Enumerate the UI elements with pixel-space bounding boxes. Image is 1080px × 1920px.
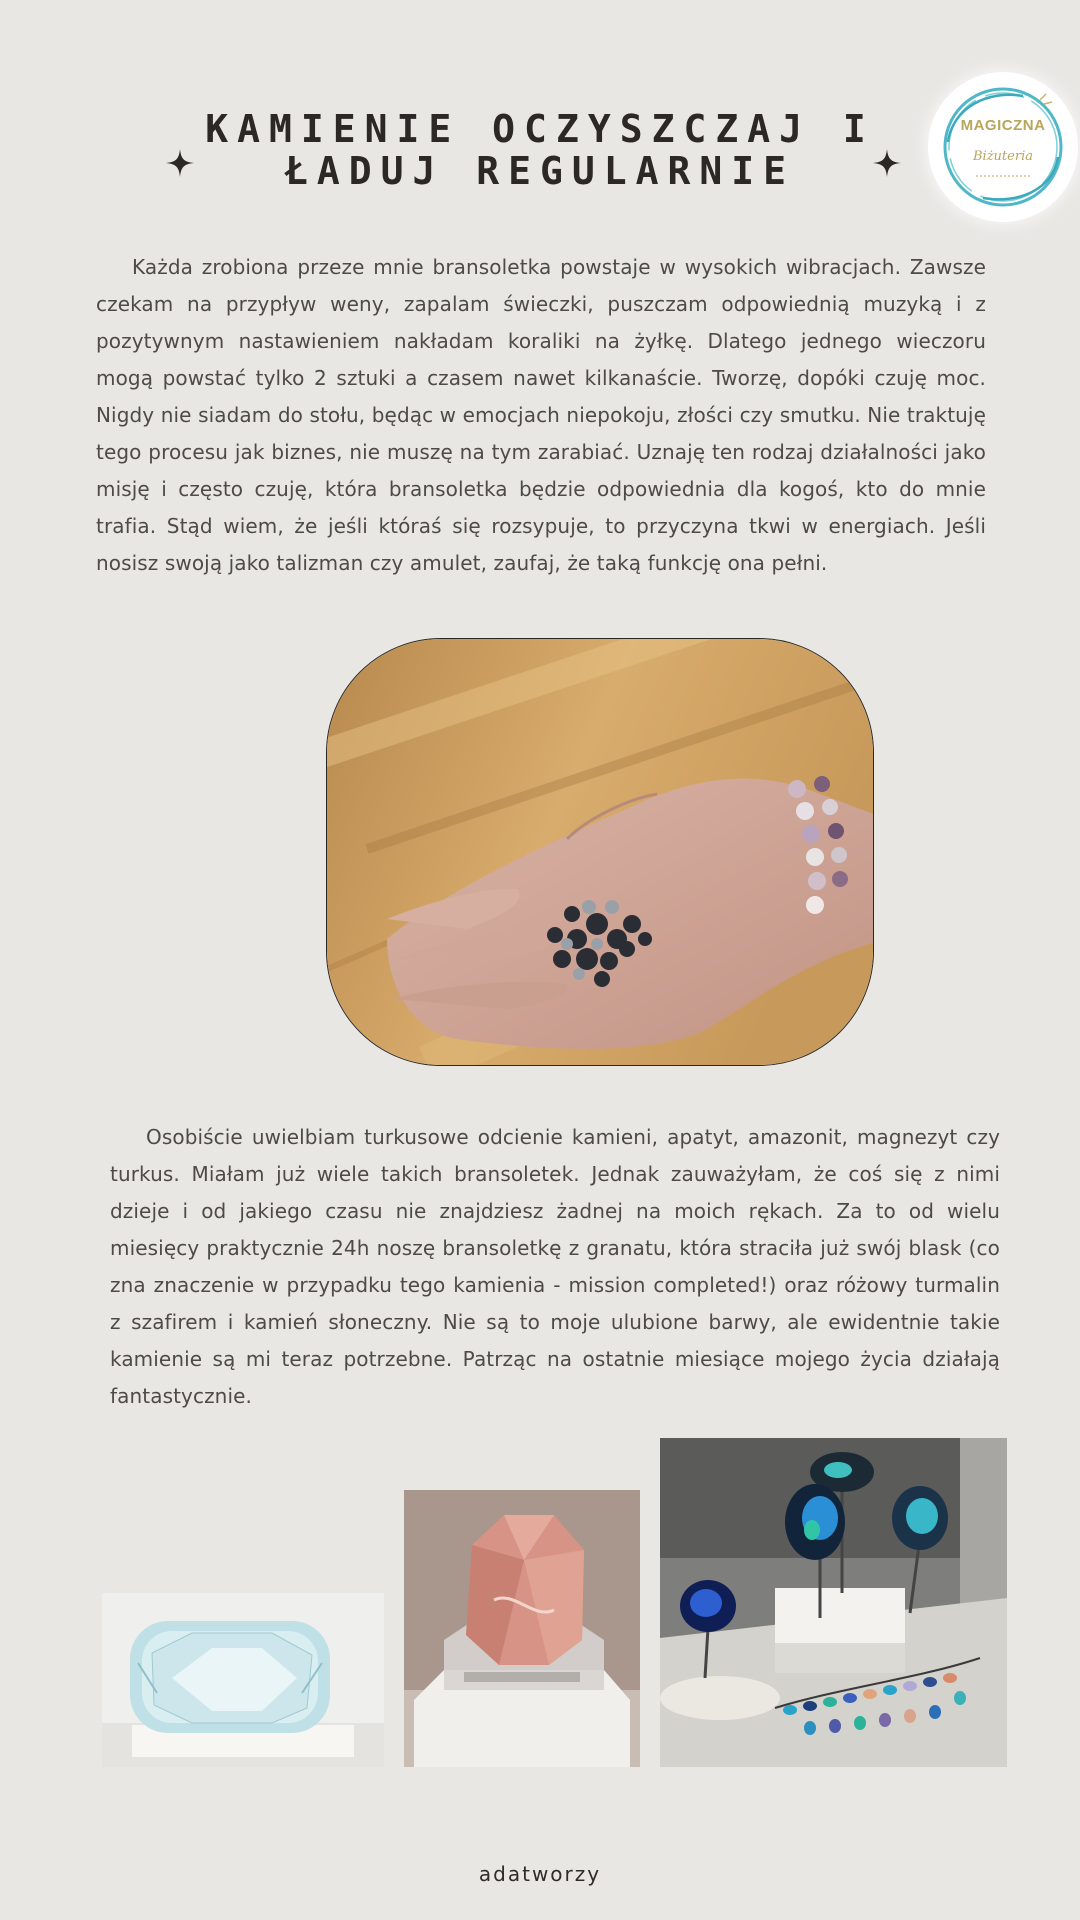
photo-opal-display — [660, 1438, 1007, 1767]
photo-pink-crystal — [404, 1490, 640, 1767]
page-title: KAMIENIE OCZYSZCZAJ I ŁADUJ REGULARNIE — [205, 107, 875, 193]
photo-hand-beads — [326, 638, 874, 1066]
sparkle-icon — [165, 148, 195, 178]
logo-text-primary: MAGICZNA — [960, 117, 1046, 134]
second-paragraph — [110, 1119, 1000, 1415]
logo-text-secondary: Biżuteria — [973, 149, 1033, 164]
footer-signature: adatworzy — [478, 1862, 602, 1886]
sparkle-icon — [872, 148, 902, 178]
photo-aquamarine-gem — [102, 1593, 384, 1767]
intro-paragraph — [96, 249, 986, 582]
paragraph-text: Każda zrobiona przeze mnie bransoletka powstaje w wysokich wibracjach. Zawsze czekam na przypływ weny, zapalam świeczki, puszczam odpowiednią muzyką i z pozytywnym nastawieniem nakładam koraliki na żyłkę. Dlatego jednego wieczoru mogą powstać tylko 2 sztuki a czasem nawet kilkanaście. Tworzę, dopóki czuję moc. Nigdy nie siadam do stołu, będąc w emocjach niepokoju, złości czy smutku. Nie traktuję tego procesu jak biznes, nie muszę na tym zarabiać. Uznaję ten rodzaj działalności jako misję i często czuję, która bransoletka będzie odpowiednia dla kogoś, kto do mnie trafia. Stąd wiem, że jeśli któraś się rozsypuje, to przyczyna tkwi w energiach. Jeśli nosisz swoją jako talizman czy amulet, zaufaj, że taką funkcję ona pełni. — [96, 255, 986, 575]
brand-logo — [928, 72, 1078, 222]
paragraph-text: Osobiście uwielbiam turkusowe odcienie kamieni, apatyt, amazonit, magnezyt czy turkus. Miałam już wiele takich bransoletek. Jednak zauważyłam, że coś się z nimi dzieje i od jakiego czasu nie znajdziesz żadnej na moich rękach. Za to od wielu miesięcy praktycznie 24h noszę bransoletkę z granatu, która straciła już swój blask (co zna znaczenie w przypadku tego kamienia - mission completed!) oraz różowy turmalin z szafirem i kamień słoneczny. Nie są to moje ulubione barwy, ale ewidentnie takie kamienie są mi teraz potrzebne. Patrząc na ostatnie miesiące mojego życia działają fantastycznie. — [110, 1125, 1000, 1408]
